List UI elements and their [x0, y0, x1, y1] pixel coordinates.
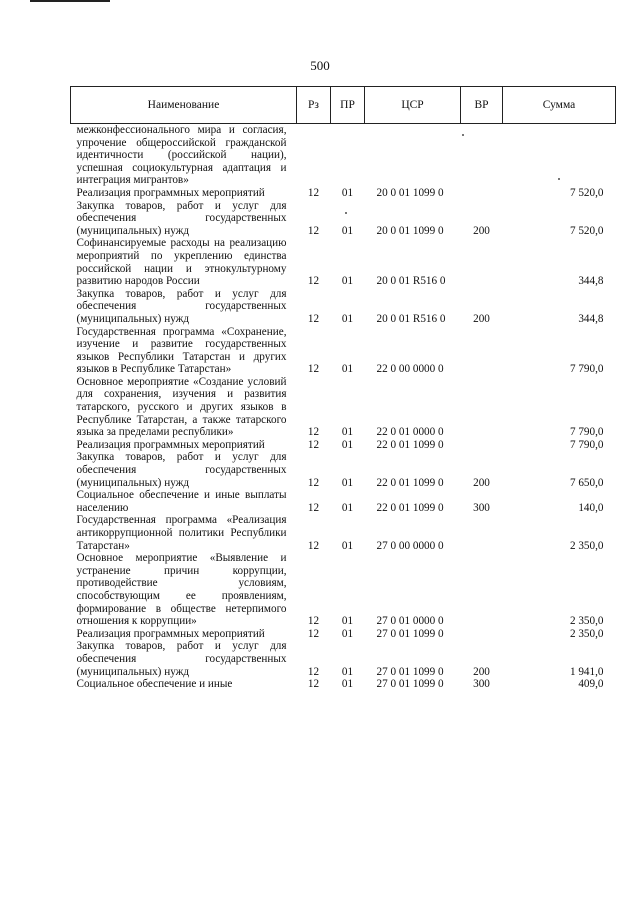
header-pr: ПР [331, 87, 365, 124]
scan-speck [345, 212, 347, 214]
table-row [71, 678, 616, 691]
table-row [71, 552, 616, 628]
header-name: Наименование [71, 87, 297, 124]
cell-name: Реализация программных мероприятий [76, 627, 265, 640]
table-row [71, 124, 616, 187]
table-row [71, 288, 616, 326]
cell-vr [461, 187, 503, 200]
cell-rz: 12 [307, 627, 320, 640]
cell-pr: 01 [341, 438, 354, 451]
cell-pr: 01 [341, 476, 354, 489]
cell-pr: 01 [341, 615, 354, 628]
cell-csr: 22 0 01 0000 0 [376, 426, 444, 439]
header-sum: Сумма [503, 87, 616, 124]
header-rz: Рз [297, 87, 331, 124]
cell-rz: 12 [307, 275, 320, 288]
cell-vr: 300 [473, 501, 490, 514]
cell-csr: 27 0 01 1099 0 [376, 665, 444, 678]
table-row [71, 376, 616, 439]
cell-csr: 27 0 01 0000 0 [376, 615, 444, 628]
cell-csr: 20 0 01 R516 0 [376, 275, 446, 288]
cell-pr: 01 [341, 678, 354, 691]
cell-name: Закупка товаров, работ и услуг для обеспечения государственных (муниципальных) нужд [76, 199, 287, 237]
cell-pr: 01 [341, 224, 354, 237]
cell-pr [331, 124, 365, 187]
cell-sum: 2 350,0 [569, 627, 604, 640]
cell-name: Государственная программа «Реализация антикоррупционной политики Республики Татарстан» [76, 514, 287, 552]
cell-sum: 1 941,0 [569, 665, 604, 678]
cell-csr: 22 0 01 1099 0 [376, 438, 444, 451]
table-row [71, 451, 616, 489]
cell-pr: 01 [341, 363, 354, 376]
cell-rz: 12 [307, 678, 320, 691]
cell-vr [461, 552, 503, 628]
cell-csr: 22 0 01 1099 0 [376, 501, 444, 514]
cell-pr: 01 [341, 426, 354, 439]
cell-vr: 200 [473, 665, 490, 678]
cell-csr: 27 0 01 1099 0 [376, 678, 444, 691]
cell-name: Социальное обеспечение и иные выплаты населению [76, 489, 287, 514]
table-body [71, 124, 616, 691]
cell-vr: 200 [473, 312, 490, 325]
header-row [71, 87, 616, 124]
cell-csr: 22 0 00 0000 0 [376, 363, 444, 376]
cell-sum: 7 650,0 [569, 476, 604, 489]
cell-vr [461, 124, 503, 187]
cell-sum: 2 350,0 [569, 539, 604, 552]
cell-vr: 200 [473, 224, 490, 237]
cell-sum: 140,0 [578, 501, 604, 514]
cell-rz: 12 [307, 224, 320, 237]
cell-name: Закупка товаров, работ и услуг для обеспечения государственных (муниципальных) нужд [76, 287, 287, 325]
table-row [71, 326, 616, 376]
cell-name: Софинансируемые расходы на реализацию мероприятий по укреплению единства российской нации и этнокультурному развитию народов России [76, 237, 287, 288]
table-row [71, 514, 616, 552]
budget-table [70, 86, 616, 691]
header-vr: ВР [461, 87, 503, 124]
cell-sum: 409,0 [578, 678, 604, 691]
cell-vr [461, 628, 503, 641]
table-row [71, 200, 616, 238]
cell-vr [461, 439, 503, 452]
cell-name: Основное мероприятие «Выявление и устранение причин коррупции, противодействие условиям, способствующим ее проявлениям, формирование в обществе нетерпимого отношения к коррупции» [76, 552, 287, 628]
cell-rz: 12 [307, 501, 320, 514]
cell-csr: 20 0 01 R516 0 [376, 312, 446, 325]
cell-rz: 12 [307, 438, 320, 451]
table-row [71, 439, 616, 452]
table-row [71, 640, 616, 678]
cell-name: Основное мероприятие «Создание условий для сохранения, изучения и развития татарского, русского и других языков в Республике Татарстан, а также татарского языка за пределами республики» [76, 375, 287, 439]
cell-name: Реализация программных мероприятий [76, 186, 265, 199]
cell-rz: 12 [307, 476, 320, 489]
cell-rz [297, 124, 331, 187]
cell-pr: 01 [341, 501, 354, 514]
table-row [71, 489, 616, 514]
cell-vr [461, 514, 503, 552]
cell-pr: 01 [341, 186, 354, 199]
cell-name: Реализация программных мероприятий [76, 438, 265, 451]
cell-name: Социальное обеспечение и иные [76, 678, 233, 691]
cell-rz: 12 [307, 186, 320, 199]
cell-csr: 27 0 01 1099 0 [376, 627, 444, 640]
cell-csr: 20 0 01 1099 0 [376, 186, 444, 199]
cell-pr: 01 [341, 665, 354, 678]
cell-pr: 01 [341, 539, 354, 552]
cell-rz: 12 [307, 426, 320, 439]
cell-sum: 7 790,0 [569, 363, 604, 376]
cell-sum: 2 350,0 [569, 615, 604, 628]
cell-vr: 200 [473, 476, 490, 489]
scan-speck [558, 178, 560, 180]
cell-name: межконфессионального мира и согласия, упрочение общероссийской гражданской идентичности (российской нации), успешная социокультурная адаптация и интеграция мигрантов» [76, 124, 287, 187]
cell-rz: 12 [307, 363, 320, 376]
cell-vr [461, 326, 503, 376]
cell-csr: 27 0 00 0000 0 [376, 539, 444, 552]
cell-csr [365, 124, 461, 187]
cell-name: Закупка товаров, работ и услуг для обеспечения государственных (муниципальных) нужд [76, 640, 287, 678]
cell-sum: 7 520,0 [569, 224, 604, 237]
cell-csr: 22 0 01 1099 0 [376, 476, 444, 489]
cell-vr [461, 237, 503, 287]
cell-vr [461, 376, 503, 439]
cell-csr: 20 0 01 1099 0 [376, 224, 444, 237]
cell-sum: 344,8 [578, 312, 604, 325]
cell-pr: 01 [341, 627, 354, 640]
cell-rz: 12 [307, 665, 320, 678]
cell-rz: 12 [307, 539, 320, 552]
cell-name: Государственная программа «Сохранение, изучение и развитие государственных языков Республики Татарстан и других языков в Республике Татарстан» [76, 325, 287, 376]
cell-sum: 7 790,0 [569, 426, 604, 439]
scan-speck [462, 134, 464, 136]
top-rule [30, 0, 110, 2]
table-row [71, 187, 616, 200]
cell-rz: 12 [307, 312, 320, 325]
table-row [71, 237, 616, 287]
cell-pr: 01 [341, 312, 354, 325]
cell-rz: 12 [307, 615, 320, 628]
header-csr: ЦСР [365, 87, 461, 124]
cell-vr: 300 [473, 678, 490, 691]
page-number: 500 [310, 58, 330, 73]
cell-sum: 344,8 [578, 275, 604, 288]
table-header [71, 87, 616, 124]
cell-pr: 01 [341, 275, 354, 288]
table-row [71, 628, 616, 641]
budget-table-sheet [70, 86, 615, 691]
cell-sum: 7 520,0 [569, 186, 604, 199]
cell-name: Закупка товаров, работ и услуг для обеспечения государственных (муниципальных) нужд [76, 451, 287, 489]
cell-sum: 7 790,0 [569, 438, 604, 451]
